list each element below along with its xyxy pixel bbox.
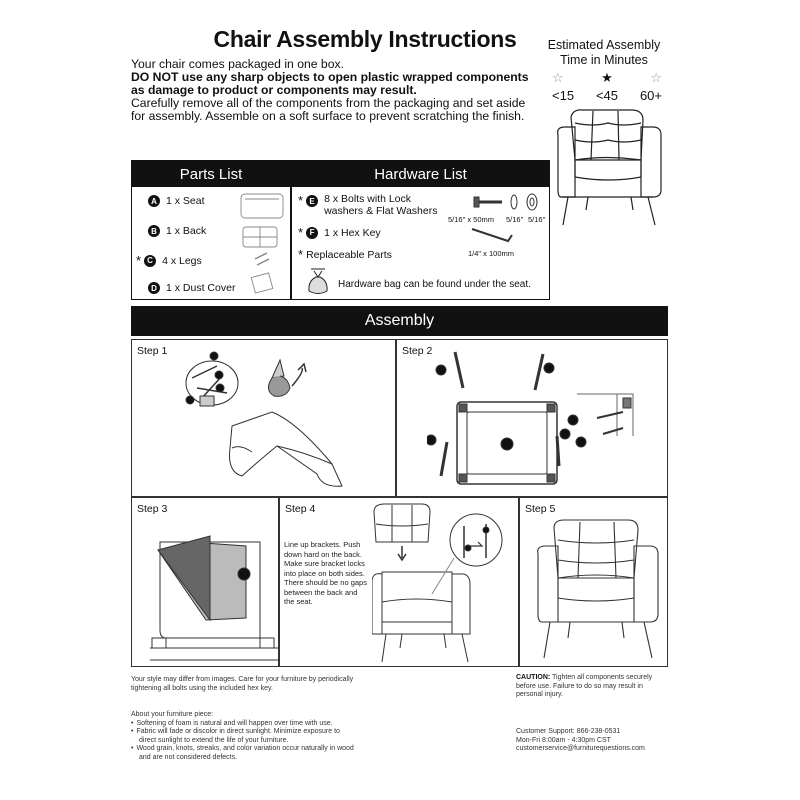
style-note-line: tightening all bolts using the included hex key. (131, 684, 273, 692)
hardware-bag-note: Hardware bag can be found under the seat. (338, 279, 531, 290)
about-item-line: Softening of foam is natural and will happen over time with use. (136, 719, 333, 727)
washer-size-label: 5/16" (506, 215, 524, 224)
intro-line-3: Carefully remove all of the components from the packaging and set aside for assembly. Assemble on a soft surface to prevent scratching the finish. (131, 96, 526, 123)
step-2-panel (396, 339, 668, 497)
hardware-label: 1 x Hex Key (324, 226, 381, 239)
caution-line: Tighten all components securely (550, 674, 653, 681)
hex-size-label: 1/4" x 100mm (468, 249, 515, 258)
part-item (148, 282, 235, 294)
hardware-label (324, 193, 437, 217)
caution-label: CAUTION: (516, 674, 551, 681)
hardware-item (298, 225, 381, 240)
customer-support (516, 728, 686, 754)
about-item (131, 745, 401, 754)
step-4-line: into place on both sides. (284, 568, 365, 578)
estimate-heading-line-2: Time in Minutes (560, 53, 648, 67)
replaceable-star-icon: * (298, 225, 304, 240)
finished-chair-diagram (534, 518, 666, 664)
hardware-label-line-1: 8 x Bolts with Lock (324, 193, 412, 205)
assembly-heading: Assembly (131, 306, 668, 336)
about-item (131, 720, 401, 729)
step-4-instructions (284, 540, 367, 607)
part-letter-badge: B (148, 225, 160, 237)
step-4-line: down hard on the back. (284, 549, 362, 559)
washer-size-label: 5/16" (528, 215, 546, 224)
step-4-line: Line up brackets. Push (284, 540, 361, 549)
estimate-option: 60+ (639, 88, 662, 103)
support-email[interactable]: customerservice@furniturequestions.com (516, 745, 645, 752)
style-note-line: Your style may differ from images. Care for your furniture by periodically (131, 676, 354, 683)
chair-illustration (553, 105, 668, 230)
part-item (148, 225, 206, 237)
hardware-list-panel (291, 160, 550, 300)
about-item-line: Wood grain, knots, streaks, and color variation occur naturally in wood (136, 745, 354, 752)
intro-line-1: Your chair comes packaged in one box. (131, 57, 344, 71)
step-label: Step 3 (137, 503, 168, 515)
hardware-label-line-2: washers & Flat Washers (324, 205, 438, 217)
parts-list-panel (131, 160, 291, 300)
step-1-panel (131, 339, 396, 497)
estimate-option: <45 (595, 88, 619, 103)
style-note (131, 676, 401, 693)
replaceable-star-icon: * (298, 247, 304, 262)
part-letter-badge: D (148, 282, 160, 294)
estimate-options (552, 88, 662, 103)
step-2-diagram (427, 346, 667, 494)
parts-thumbnails (237, 191, 287, 299)
estimate-stars (552, 70, 662, 86)
part-item (136, 253, 202, 268)
hardware-item (298, 193, 437, 217)
step-1-diagram (172, 348, 392, 493)
replaceable-star-icon: * (298, 193, 304, 208)
step-label: Step 4 (285, 503, 316, 515)
hardware-item (298, 247, 392, 262)
part-letter-badge: A (148, 195, 160, 207)
hardware-list-heading: Hardware List (292, 161, 549, 187)
step-4-line: There should be no gaps (284, 578, 367, 587)
hardware-letter-badge: E (306, 195, 318, 207)
part-label: 4 x Legs (162, 254, 202, 267)
caution-line: before use. Failure to do so may result in (516, 682, 643, 690)
about-item (131, 728, 401, 737)
support-hours: Mon-Fri 8:00am - 4:30pm CST (516, 736, 611, 744)
bolt-icon (472, 191, 552, 215)
hex-key-icon (470, 225, 522, 247)
step-3-diagram (150, 520, 278, 665)
step-4-diagram (372, 502, 518, 666)
intro-warning: DO NOT use any sharp objects to open plastic wrapped components as damage to product or components may result. (131, 70, 529, 97)
estimate-option: <15 (552, 88, 575, 103)
part-letter-badge: C (144, 255, 156, 267)
part-label: 1 x Seat (166, 195, 205, 207)
part-item (148, 195, 205, 207)
step-3-panel (131, 497, 279, 667)
intro-text (131, 58, 531, 123)
estimate-heading (534, 38, 674, 68)
about-item-line: Fabric will fade or discolor in direct sunlight. Minimize exposure to (136, 728, 340, 735)
about-heading: About your furniture piece: (131, 711, 214, 718)
hardware-bag-icon (306, 267, 330, 297)
star-icon: ☆ (552, 70, 564, 85)
step-label: Step 5 (525, 503, 556, 515)
about-furniture (131, 711, 401, 762)
star-icon: ☆ (650, 70, 662, 85)
step-4-line: the seat. (284, 597, 313, 606)
estimate-heading-line-1: Estimated Assembly (547, 38, 661, 52)
step-4-panel (279, 497, 519, 667)
step-4-line: Make sure bracket locks (284, 559, 365, 568)
support-phone: Customer Support: 866-238-0531 (516, 728, 621, 735)
caution-line: personal injury. (516, 691, 563, 698)
part-label: 1 x Dust Cover (166, 282, 236, 294)
about-item-line: and are not considered defects. (139, 753, 238, 761)
about-item-line: direct sunlight to extend the life of your furniture. (139, 736, 289, 744)
step-4-line: between the back and (284, 587, 358, 597)
hardware-letter-badge: F (306, 227, 318, 239)
step-5-panel (519, 497, 668, 667)
page-title: Chair Assembly Instructions (213, 26, 517, 52)
parts-list-heading: Parts List (132, 161, 290, 187)
hardware-label: Replaceable Parts (306, 248, 392, 261)
replaceable-star-icon: * (136, 253, 142, 268)
step-label: Step 2 (402, 345, 433, 357)
bolt-size-label: 5/16" x 50mm (448, 215, 495, 224)
part-label: 1 x Back (166, 225, 207, 237)
step-label: Step 1 (137, 345, 168, 357)
star-filled-icon: ★ (601, 70, 613, 85)
caution-note (516, 674, 676, 700)
